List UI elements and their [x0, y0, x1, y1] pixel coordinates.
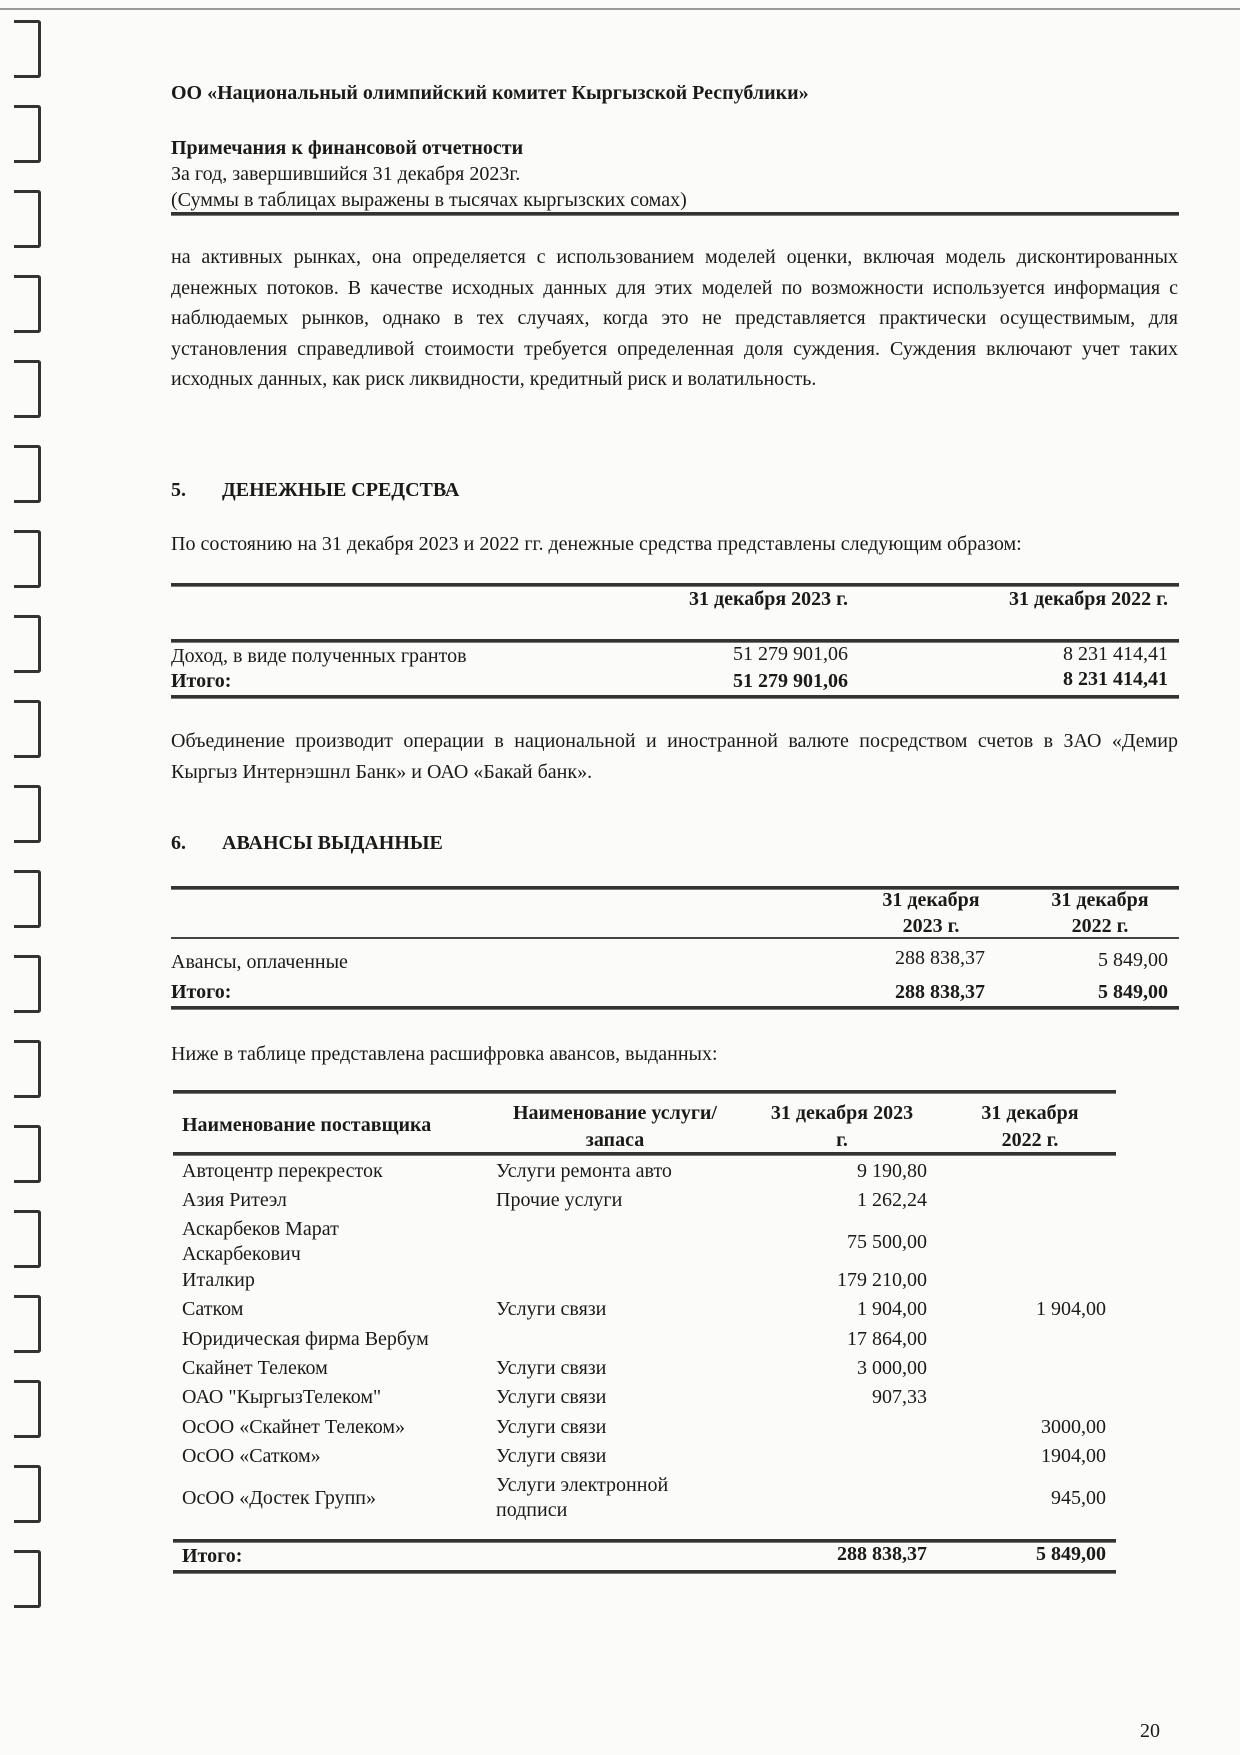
- value-2022: 3000,00: [1041, 1415, 1106, 1438]
- table-rule: [173, 1152, 1116, 1156]
- total-value-2023: 51 279 901,06: [733, 670, 848, 692]
- intro-paragraph: на активных рынках, она определяется с использованием моделей оценки, включая модель дисконтированных денежных потоков. В качестве исходных данных для этих моделей по возможности используется информация с наблюдаемых рынков, однако в тех случаях, когда это не представляется практически осуществимым, для установления справедливой стоимости требуется определенная доля суждения. Суждения включают учет таких исходных данных, как риск ликвидности, кредитный риск и волатильность.: [171, 246, 1178, 390]
- header-line: 31 декабря: [882, 889, 980, 911]
- header-line: запаса: [585, 1129, 645, 1151]
- binding-hole-icon: [14, 1040, 41, 1098]
- value-2023: 3 000,00: [857, 1357, 927, 1379]
- row-value-2023: 51 279 901,06: [733, 643, 848, 665]
- row-label: Доход, в виде полученных грантов: [171, 645, 467, 667]
- header-line: 2022 г.: [1001, 1129, 1059, 1151]
- binding-hole-icon: [14, 20, 41, 78]
- binding-hole-icon: [14, 1125, 41, 1183]
- table-rule: [171, 695, 1179, 699]
- table-row: [182, 1445, 1112, 1474]
- table-row: [182, 1357, 1112, 1386]
- supplier-name: Автоцентр перекресток: [182, 1160, 383, 1182]
- supplier-name: ОсОО «Сатком»: [182, 1445, 321, 1468]
- supplier-name: ОсОО «Достек Групп»: [182, 1486, 377, 1509]
- row-value-2022: 5 849,00: [1098, 949, 1168, 971]
- bank-note: Объединение производит операции в национальной и иностранной валюте посредством счетов в ЗАО «Демир Кыргыз Интернэшнл Банк» и ОАО «Бакай банк».: [171, 730, 1178, 783]
- value-2023: 75 500,00: [847, 1230, 927, 1253]
- scan-top-edge: [0, 8, 1240, 10]
- total-value-2023: 288 838,37: [895, 981, 985, 1003]
- document-title: Примечания к финансовой отчетности: [171, 137, 524, 159]
- column-header-2022: [1030, 887, 1170, 939]
- value-2022: 945,00: [1051, 1486, 1106, 1509]
- units-text: (Суммы в таблицах выражены в тысячах кыргызских сомах): [171, 189, 687, 211]
- table-row: [182, 1219, 1112, 1269]
- organization-title: ОО «Национальный олимпийский комитет Кыргызской Республики»: [171, 82, 809, 104]
- service-name: Услуги связи: [496, 1298, 607, 1321]
- binding-hole-icon: [14, 615, 41, 673]
- table-row: [182, 1328, 1112, 1357]
- table-row: [182, 1160, 1112, 1189]
- binding-hole-icon: [14, 530, 41, 588]
- table-row: [182, 1298, 1112, 1327]
- binding-hole-icon: [14, 105, 41, 163]
- value-2023: 179 210,00: [837, 1268, 927, 1291]
- header-divider: [171, 212, 1179, 216]
- value-2022: 1904,00: [1041, 1445, 1106, 1468]
- binding-hole-icon: [14, 1295, 41, 1353]
- value-2023: 907,33: [872, 1386, 927, 1409]
- header-line: 2023 г.: [902, 915, 960, 937]
- value-2023: 1 904,00: [857, 1298, 927, 1321]
- table-rule: [171, 937, 1179, 939]
- header-line: 31 декабря: [981, 1102, 1079, 1124]
- supplier-name: Аскарбеков Марат Аскарбекович: [182, 1217, 339, 1265]
- section-5-number: 5.: [171, 479, 186, 501]
- table-row: [182, 1475, 1112, 1525]
- section-5-intro: По состоянию на 31 декабря 2023 и 2022 гг. денежные средства представлены следующим образом:: [171, 533, 1022, 555]
- header-line: Наименование услуги/: [513, 1102, 717, 1124]
- value-2022: 1 904,00: [1036, 1298, 1106, 1321]
- supplier-name: Скайнет Телеком: [182, 1357, 328, 1379]
- total-label: Итого:: [171, 981, 232, 1003]
- section-5-heading: ДЕНЕЖНЫЕ СРЕДСТВА: [222, 479, 460, 501]
- service-name: Услуги ремонта авто: [496, 1160, 672, 1182]
- supplier-name: Азия Ритеэл: [182, 1189, 287, 1212]
- value-2023: 1 262,24: [857, 1189, 927, 1212]
- table-row: [182, 1386, 1112, 1415]
- table-rule: [171, 583, 1179, 587]
- row-value-2022: 8 231 414,41: [1063, 643, 1168, 665]
- section-6-heading: АВАНСЫ ВЫДАННЫЕ: [222, 832, 443, 854]
- row-value-2023: 288 838,37: [895, 947, 985, 969]
- total-label: Итого:: [182, 1545, 243, 1567]
- supplier-name: ОсОО «Скайнет Телеком»: [182, 1415, 406, 1438]
- value-2023: 9 190,80: [857, 1160, 927, 1182]
- service-name: Услуги электронной подписи: [496, 1473, 669, 1521]
- column-header-2022: 31 декабря 2022 г.: [1009, 588, 1168, 610]
- header-line: 31 декабря 2023: [770, 1102, 914, 1124]
- binding-hole-icon: [14, 1380, 41, 1438]
- section-6-number: 6.: [171, 832, 186, 854]
- column-header-2023: 31 декабря 2023 г.: [689, 588, 848, 610]
- header-supplier: Наименование поставщика: [182, 1114, 432, 1136]
- binding-hole-icon: [14, 275, 41, 333]
- value-2023: 17 864,00: [847, 1327, 927, 1350]
- header-service: [490, 1100, 740, 1154]
- binding-hole-icon: [14, 870, 41, 928]
- supplier-name: ОАО "КыргызТелеком": [182, 1386, 382, 1409]
- page-number: 20: [1140, 1720, 1160, 1742]
- supplier-name: Италкир: [182, 1268, 255, 1291]
- header-2023: [752, 1100, 932, 1154]
- service-name: Прочие услуги: [496, 1189, 623, 1212]
- binding-hole-icon: [14, 190, 41, 248]
- binding-hole-icon: [14, 1210, 41, 1268]
- table-row: [182, 1416, 1112, 1445]
- service-name: Услуги связи: [496, 1415, 607, 1438]
- service-name: Услуги связи: [496, 1386, 607, 1409]
- total-value-2023: 288 838,37: [837, 1543, 927, 1565]
- table-row: [182, 1269, 1112, 1298]
- binding-hole-icon: [14, 700, 41, 758]
- detail-intro: Ниже в таблице представлена расшифровка авансов, выданных:: [171, 1043, 718, 1065]
- header-line: г.: [836, 1129, 848, 1151]
- total-value-2022: 5 849,00: [1098, 981, 1168, 1003]
- table-rule: [173, 1090, 1116, 1094]
- table-rule: [173, 1570, 1116, 1574]
- service-name: Услуги связи: [496, 1357, 607, 1379]
- table-rule: [171, 1006, 1179, 1010]
- column-header-2023: [870, 887, 992, 939]
- binding-hole-icon: [14, 360, 41, 418]
- total-label: Итого:: [171, 670, 232, 692]
- supplier-name: Сатком: [182, 1298, 244, 1321]
- binding-hole-icon: [14, 1465, 41, 1523]
- service-name: Услуги связи: [496, 1445, 607, 1468]
- total-value-2022: 5 849,00: [1036, 1543, 1106, 1565]
- table-rule: [171, 886, 1179, 890]
- header-line: 31 декабря: [1051, 889, 1149, 911]
- binding-hole-icon: [14, 785, 41, 843]
- total-value-2022: 8 231 414,41: [1063, 668, 1168, 690]
- header-2022: [955, 1100, 1105, 1154]
- header-line: 2022 г.: [1071, 915, 1129, 937]
- supplier-name: Юридическая фирма Вербум: [182, 1327, 429, 1350]
- binding-hole-icon: [14, 955, 41, 1013]
- row-label: Авансы, оплаченные: [171, 951, 348, 973]
- binding-hole-icon: [14, 445, 41, 503]
- period-text: За год, завершившийся 31 декабря 2023г.: [171, 163, 521, 185]
- binding-hole-icon: [14, 1550, 41, 1608]
- table-row: [182, 1189, 1112, 1218]
